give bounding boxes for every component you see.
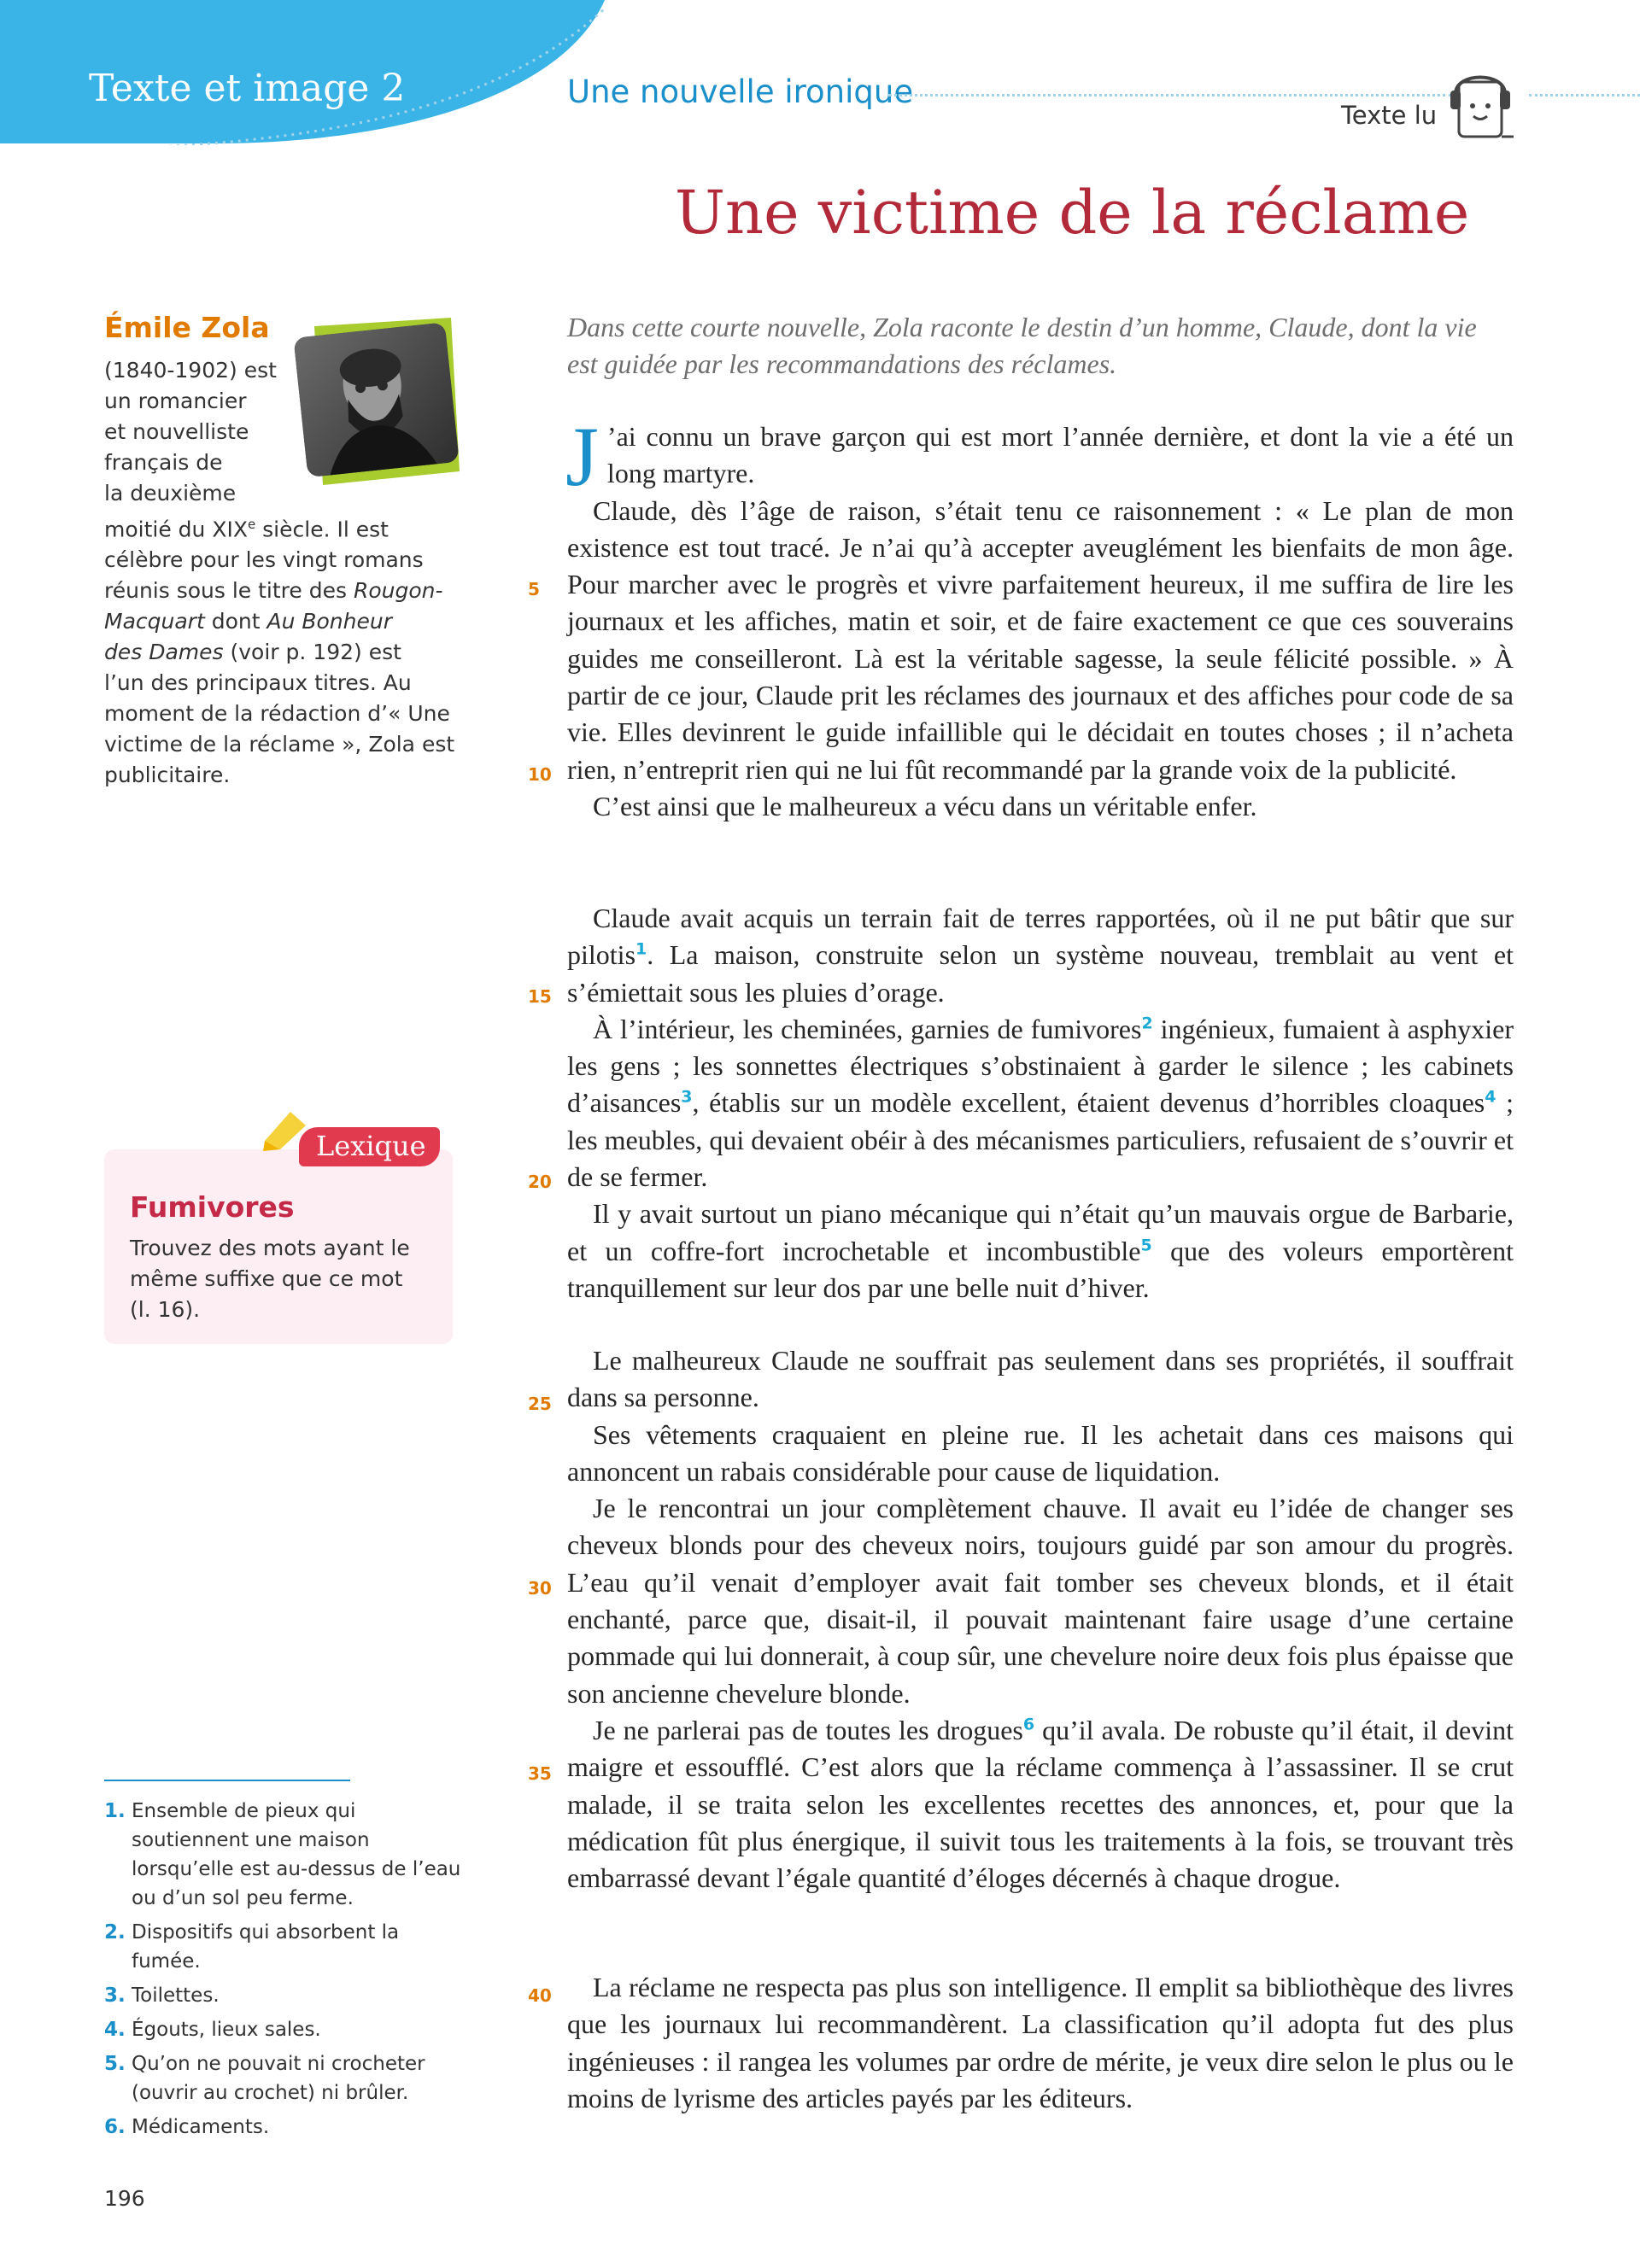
author-name: Émile Zola xyxy=(104,311,270,344)
footnote-ref[interactable]: 3 xyxy=(681,1087,693,1107)
paragraph: Claude avait acquis un terrain fait de terres rapportées, où il ne put bâtir que sur pilotis$^1$. La maison, construite selon un système nouveau, tremblait au vent et s’émiettait sous les pluies d’orage. xyxy=(567,903,1514,1008)
text-block-2 xyxy=(567,900,1514,1306)
lexique-tag: Lexique xyxy=(299,1127,440,1166)
text-block-4 xyxy=(567,1969,1514,2117)
page-title: Une victime de la réclame xyxy=(675,178,1470,248)
footnote-item: 2. Dispositifs qui absorbent la fumée. xyxy=(104,1921,400,1973)
intro-text: Dans cette courte nouvelle, Zola raconte le destin d’un homme, Claude, dont la vie est guidée par les recommandations des réclames. xyxy=(567,312,1477,379)
paragraph: Je le rencontrai un jour complètement chauve. Il avait eu l’idée de changer ses cheveux blonds pour des cheveux noirs, toujours guidé par son amour du progrès. L’eau qu’il venait d’employer avait fait tomber ses cheveux blonds, et il était enchanté, parce que, disait-il, il pouvait maintenant faire usage d’une certaine pommade qui lui donnerait, à coup sûr, une chevelure noire deux fois plus épaisse que son ancienne chevelure blonde. xyxy=(567,1493,1514,1709)
line-number: 25 xyxy=(528,1394,552,1414)
footnote-ref[interactable]: 2 xyxy=(1141,1014,1153,1033)
lexique-word: Fumivores xyxy=(130,1190,295,1224)
paragraph: Ses vêtements craquaient en pleine rue. Il les achetait dans ces maisons qui annoncent un rabais considérable pour cause de liquidation. xyxy=(567,1418,1514,1487)
dotted-divider xyxy=(888,94,1452,96)
paragraph: À l’intérieur, les cheminées, garnies de fumivores$^2$ ingénieux, fumaient à asphyxier les gens ; les sonnettes électriques s’obstinaient à garder le silence ; les cabinets d’aisances$^3$, établis sur un modèle excellent, étaient devenus d’horribles cloaques$^4$ ; les meubles, qui devaient obéir à des mécanismes particuliers, refusaient de s’ouvrir et de se fermer. xyxy=(567,1013,1514,1193)
footnote-rule xyxy=(104,1780,350,1781)
dotted-divider xyxy=(1529,94,1640,96)
line-number: 20 xyxy=(528,1172,552,1192)
line-number: 5 xyxy=(528,579,540,599)
section-label: Texte et image 2 xyxy=(89,67,406,110)
footnote-ref[interactable]: 6 xyxy=(1022,1715,1035,1734)
paragraph: Claude, dès l’âge de raison, s’était tenu ce raisonnement : « Le plan de mon existence est tout tracé. Je n’ai qu’à accepter aveuglément les bienfaits de mon âge. Pour marcher avec le progrès et vivre parfaitement heureux, il me suffira de lire les journaux et les affiches, matin et soir, et de faire exactement ce que ces souverains guides me conseilleront. Là est la véritable sagesse, la seule félicité possible. » À partir de ce jour, Claude prit les réclames des journaux et des affiches pour code de sa vie. Elles devinrent le guide infaillible qui le décidait en toutes choses ; il n’acheta rien, n’entreprit rien qui ne lui fût recommandé par la grande voix de la publicité. xyxy=(567,494,1514,785)
paragraph: Je ne parlerai pas de toutes les drogues$^6$ qu’il avala. De robuste qu’il était, il devint maigre et essoufflé. C’est alors que la réclame commença à l’assassiner. Il se crut malade, il se traita selon les excellentes recettes des annonces, et, pour que la médication fût plus énergique, il suivit tous les traitements à la fois, se trouvant très embarrassé devant l’égale quantité d’éloges décernés à chaque drogue. xyxy=(567,1714,1514,1894)
line-number: 10 xyxy=(528,764,552,785)
line-number: 15 xyxy=(528,986,552,1007)
paragraph: La réclame ne respecta pas plus son intelligence. Il emplit sa bibliothèque des livres que les journaux lui recommandèrent. La classification qu’il adopta fut des plus ingénieuses : il rangea les volumes par ordre de mérite, je veux dire selon le plus ou le moins de lyrisme des articles payés par les éditeurs. xyxy=(567,1972,1514,2113)
author-portrait xyxy=(289,318,460,488)
lexique-question: Trouvez des mots ayant le même suffixe que ce mot (l. 16). xyxy=(130,1236,410,1322)
text-block-1 xyxy=(565,409,1514,825)
footnotes-list xyxy=(104,1797,463,2147)
drop-cap: J xyxy=(565,409,599,504)
footnote-ref[interactable]: 4 xyxy=(1485,1087,1496,1107)
page-number: 196 xyxy=(104,2186,145,2211)
line-number: 40 xyxy=(528,1985,552,2006)
text-block-3 xyxy=(567,1342,1514,1897)
headphones-icon[interactable] xyxy=(1445,65,1517,143)
section-subtitle: Une nouvelle ironique xyxy=(567,73,914,110)
footnote-item: 6. Médicaments. xyxy=(104,2116,270,2138)
paragraph: Il y avait surtout un piano mécanique qui n’était qu’un mauvais orgue de Barbarie, et un coffre-fort incrochetable et incombustible$^5$ que des voleurs emportèrent tranquillement sur leur dos par une belle nuit d’hiver. xyxy=(567,1198,1514,1303)
line-number: 30 xyxy=(528,1578,552,1599)
footnote-item: 5. Qu’on ne pouvait ni crocheter (ouvrir au crochet) ni brûler. xyxy=(104,2053,425,2104)
footnote-item: 1. Ensemble de pieux qui soutiennent une maison lorsqu’elle est au-dessus de l’eau ou d’un sol peu ferme. xyxy=(104,1800,461,1909)
footnote-ref[interactable]: 1 xyxy=(636,939,647,959)
line-number: 35 xyxy=(528,1763,552,1784)
paragraph: C’est ainsi que le malheureux a vécu dans un véritable enfer. xyxy=(593,790,1257,821)
footnote-item: 4. Égouts, lieux sales. xyxy=(104,2019,321,2041)
audio-label: Texte lu xyxy=(1341,101,1438,130)
paragraph: Le malheureux Claude ne souffrait pas seulement dans ses propriétés, il souffrait dans sa personne. xyxy=(567,1345,1514,1413)
footnote-ref[interactable]: 5 xyxy=(1140,1236,1152,1255)
author-bio: (1840-1902) est un romancier et nouvelliste français de la deuxième moitié du XIXe siècle. Il est célèbre pour les vingt romans réunis sous le titre des Rougon- Macquart dont Au Bonheur des Dames (voir p. 192) est l’un des principaux titres. Au moment de la rédaction d’« Une victime de la réclame », Zola est publicitaire. xyxy=(104,358,455,788)
paragraph: J ’ai connu un brave garçon qui est mort l’année dernière, et dont la vie a été un long martyre. xyxy=(565,409,1514,504)
footnote-item: 3. Toilettes. xyxy=(104,1984,220,2007)
